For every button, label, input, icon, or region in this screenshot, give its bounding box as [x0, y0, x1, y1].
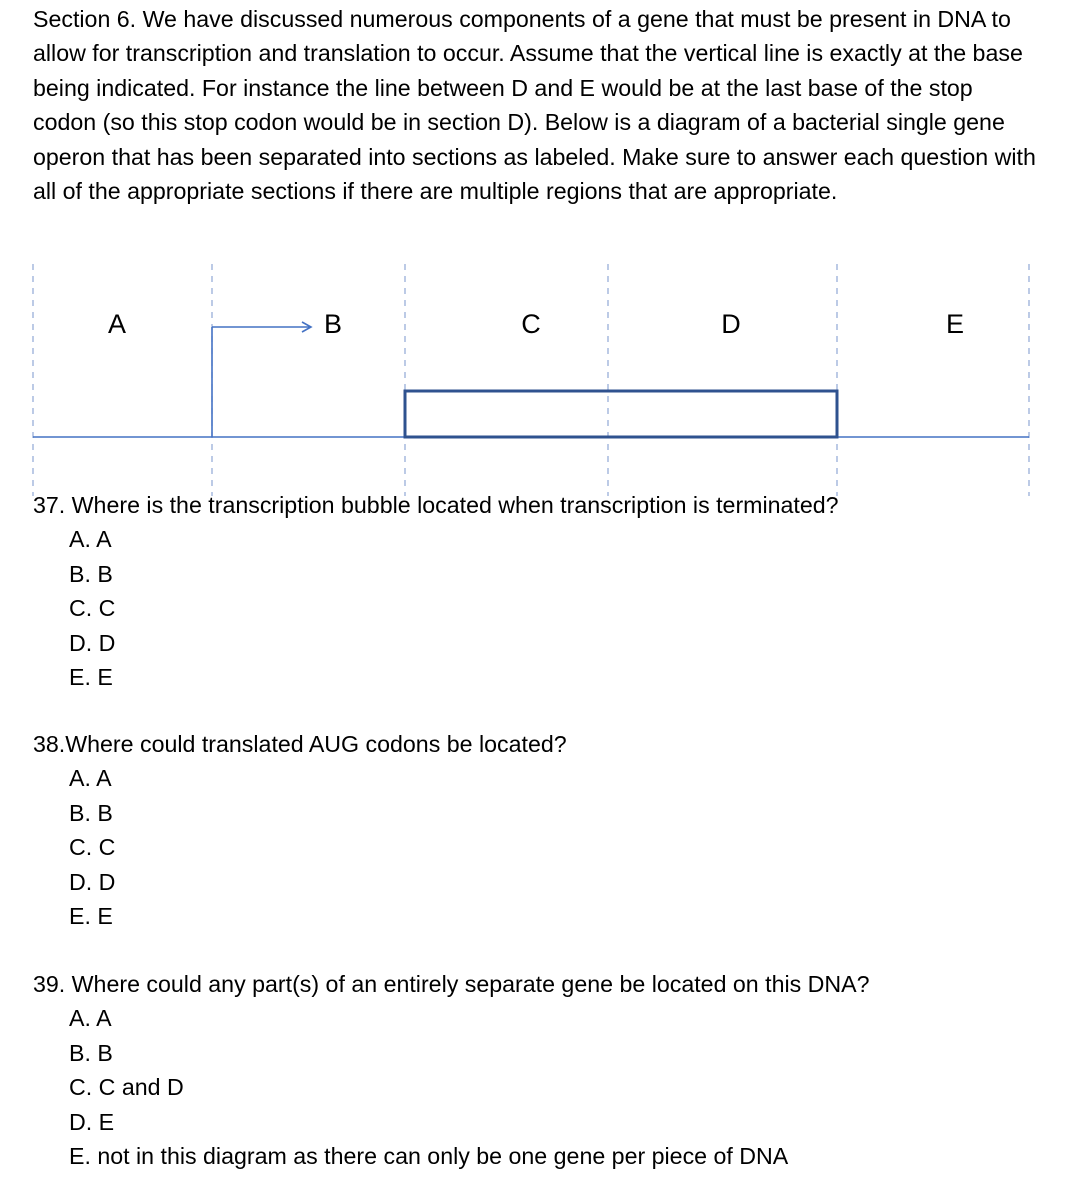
question-37: [33, 488, 839, 694]
question-stem: 39. Where could any part(s) of an entirely separate gene be located on this DNA?: [33, 971, 870, 997]
answer-option[interactable]: A. A: [69, 526, 112, 553]
question-39: [33, 967, 870, 1173]
answer-option[interactable]: A. A: [69, 1005, 112, 1032]
answer-option[interactable]: D. D: [69, 868, 116, 895]
answer-option[interactable]: C. C: [69, 595, 116, 622]
answer-option[interactable]: C. C: [69, 834, 116, 861]
answer-option[interactable]: D. D: [69, 629, 116, 656]
question-stem: 37. Where is the transcription bubble located when transcription is terminated?: [33, 492, 839, 518]
operon-diagram-svg: [0, 250, 1069, 500]
section-label-a: A: [107, 309, 127, 339]
answer-option[interactable]: E. not in this diagram as there can only be one gene per piece of DNA: [69, 1143, 789, 1170]
answer-option[interactable]: E. E: [69, 903, 113, 930]
question-stem: 38.Where could translated AUG codons be located?: [33, 731, 567, 757]
section-label-e: E: [945, 309, 965, 339]
answer-options: [33, 1001, 870, 1173]
answer-option[interactable]: A. A: [69, 765, 112, 792]
answer-options: [33, 761, 567, 933]
coding-region-box: [405, 391, 837, 437]
answer-option[interactable]: C. C and D: [69, 1074, 184, 1101]
answer-option[interactable]: B. B: [69, 799, 113, 826]
answer-option[interactable]: B. B: [69, 560, 113, 587]
question-38: [33, 727, 567, 933]
section-label-d: D: [721, 309, 741, 339]
section-label-c: C: [521, 309, 541, 339]
answer-option[interactable]: E. E: [69, 664, 113, 691]
section-intro: Section 6. We have discussed numerous components of a gene that must be present in DNA to allow for transcription and translation to occur. Assume that the vertical line is exactly at the base being indicated. For instance the line between D and E would be at the last base of the stop codon (so this stop codon would be in section D). Below is a diagram of a bacterial single gene operon that has been separated into sections as labeled. Make sure to answer each question with all of the appropriate sections if there are multiple regions that are appropriate.: [33, 6, 1036, 205]
operon-diagram: [0, 250, 1069, 500]
promoter-arrow-icon: [212, 322, 311, 437]
answer-option[interactable]: B. B: [69, 1039, 113, 1066]
section-label-b: B: [323, 309, 343, 339]
answer-options: [33, 522, 839, 694]
answer-option[interactable]: D. E: [69, 1108, 115, 1135]
